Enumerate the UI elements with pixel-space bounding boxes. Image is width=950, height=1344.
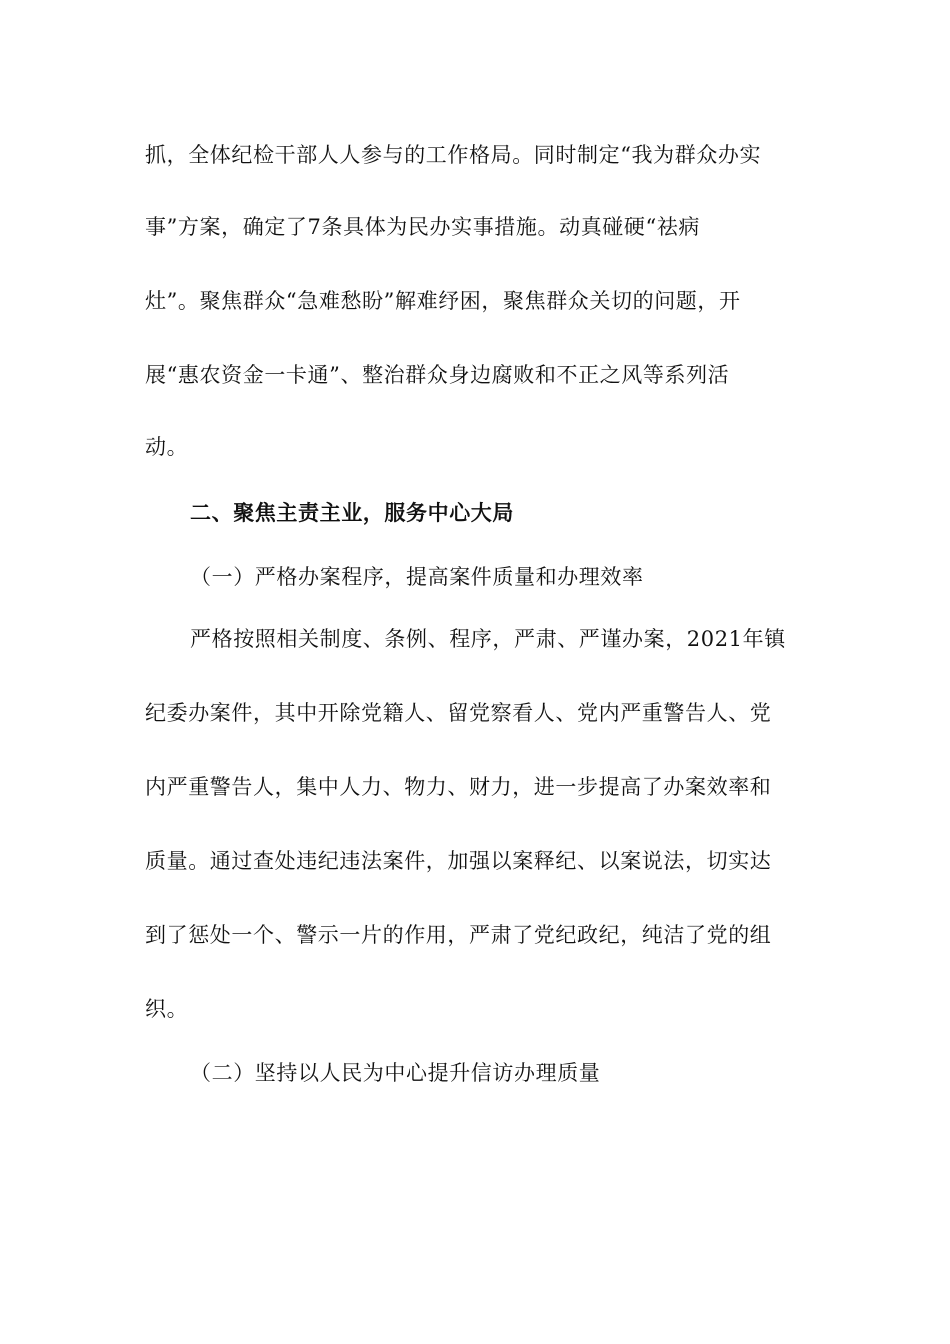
paragraph-line: 抓，全体纪检干部人人参与的工作格局。同时制定“我为群众办实 <box>145 143 762 167</box>
paragraph-line: 灶”。聚焦群众“急难愁盼”解难纾困，聚焦群众关切的问题，开 <box>145 289 741 313</box>
subsection-heading: （一）严格办案程序，提高案件质量和办理效率 <box>190 565 644 589</box>
paragraph-line: 纪委办案件，其中开除党籍人、留党察看人、党内严重警告人、党 <box>145 701 772 725</box>
paragraph-line: 质量。通过查处违纪违法案件，加强以案释纪、以案说法，切实达 <box>145 849 772 873</box>
subsection-heading: （二）坚持以人民为中心提升信访办理质量 <box>190 1061 601 1085</box>
paragraph-line: 动。 <box>145 435 189 459</box>
paragraph-line: 事”方案，确定了7条具体为民办实事措施。动真碰硬“祛病 <box>145 215 701 239</box>
paragraph-line: 织。 <box>145 997 189 1021</box>
paragraph-line: 内严重警告人，集中人力、物力、财力，进一步提高了办案效率和 <box>145 775 772 799</box>
section-heading: 二、聚焦主责主业，服务中心大局 <box>190 500 514 525</box>
paragraph-line: 严格按照相关制度、条例、程序，严肃、严谨办案，2021年镇 <box>190 627 786 651</box>
paragraph-line: 到了惩处一个、警示一片的作用，严肃了党纪政纪，纯洁了党的组 <box>145 923 772 947</box>
paragraph-line: 展“惠农资金一卡通”、整治群众身边腐败和不正之风等系列活 <box>145 363 730 387</box>
